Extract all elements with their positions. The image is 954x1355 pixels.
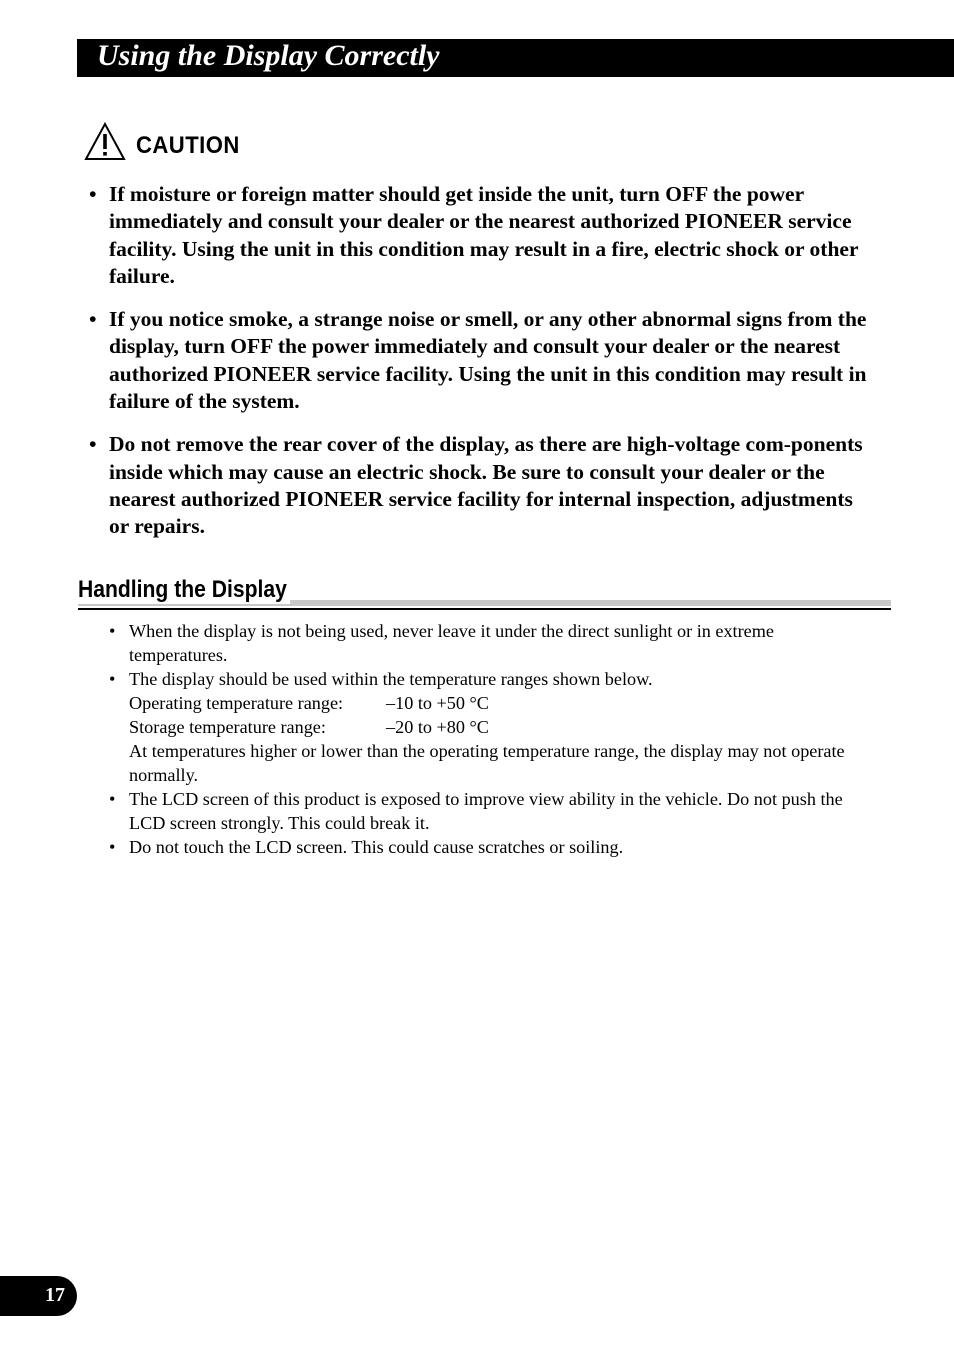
page-number: 17: [45, 1284, 65, 1306]
handling-list: [109, 619, 869, 859]
caution-item: • Do not remove the rear cover of the display, as there are high-voltage com-ponents inside which may cause an electric shock. Be sure to consult your dealer or the nearest authorized PIONEER service facility for internal inspection, adjustments or repairs.: [87, 431, 877, 540]
section-rule: [78, 608, 891, 610]
operating-range-row: [129, 691, 869, 715]
temperature-intro: • The display should be used within the temperature ranges shown below.: [129, 669, 653, 689]
storage-range-row: [129, 715, 869, 739]
warning-triangle-icon: [84, 122, 126, 162]
list-item: • When the display is not being used, never leave it under the direct sunlight or in extreme temperatures.: [109, 619, 869, 667]
caution-item: • If moisture or foreign matter should get inside the unit, turn OFF the power immediately and consult your dealer or the nearest authorized PIONEER service facility. Using the unit in this condition may result in a fire, electric shock or other failure.: [87, 181, 877, 290]
list-item: • The LCD screen of this product is exposed to improve view ability in the vehicle. Do not push the LCD screen strongly. This could break it.: [109, 787, 869, 835]
caution-list: [87, 181, 877, 557]
storage-range-value: –20 to +80 °C: [386, 717, 489, 737]
temperature-note: At temperatures higher or lower than the operating temperature range, the display may not operate normally.: [129, 741, 845, 785]
storage-range-label: Storage temperature range:: [129, 717, 326, 737]
list-item-temperature: [109, 667, 869, 787]
operating-range-label: Operating temperature range:: [129, 693, 344, 713]
operating-range-value: –10 to +50 °C: [386, 693, 489, 713]
list-item: • Do not touch the LCD screen. This could cause scratches or soiling.: [109, 835, 869, 859]
caution-label: CAUTION: [136, 132, 240, 159]
caution-item: • If you notice smoke, a strange noise or smell, or any other abnormal signs from the display, turn OFF the power immediately and consult your dealer or the nearest authorized PIONEER service facility. Using the unit in this condition may result in failure of the system.: [87, 306, 877, 415]
page-title-bar: [77, 39, 954, 77]
section-heading: [78, 576, 891, 612]
page-number-tab: [0, 1276, 77, 1316]
section-title: Handling the Display: [78, 576, 290, 604]
page-title: Using the Display Correctly: [97, 39, 440, 72]
